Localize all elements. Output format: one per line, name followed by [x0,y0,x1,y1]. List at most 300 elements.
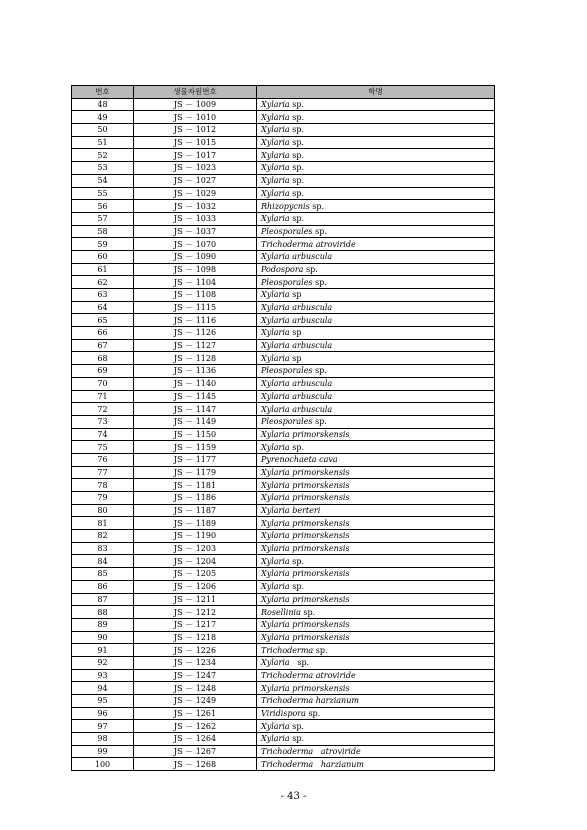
row-number: 96 [72,707,134,720]
table-row [72,517,495,530]
scientific-name [257,250,495,263]
genus-name: Xylaria [261,506,290,516]
genus-name: Xylaria [261,150,290,160]
table-row [72,327,495,340]
row-number: 57 [72,212,134,225]
species-abbrev: sp. [300,607,316,617]
row-number: 64 [72,301,134,314]
table-row [72,656,495,669]
scientific-name [257,98,495,111]
scientific-name [257,174,495,187]
genus-name: Xylaria [261,518,290,528]
species-abbrev: sp. [289,150,305,160]
scientific-name [257,720,495,733]
scientific-name [257,695,495,708]
table-row [72,733,495,746]
scientific-name [257,593,495,606]
scientific-name [257,733,495,746]
row-number: 100 [72,758,134,771]
scientific-name [257,415,495,428]
species-epithet: primorskensis [289,544,350,554]
genus-name: Rosellinia [261,607,301,617]
species-abbrev: sp. [289,442,305,452]
scientific-name [257,656,495,669]
bioresource-code: JS － 1116 [134,314,257,327]
genus-name: Xylaria [261,391,290,401]
genus-name: Xylaria [261,404,290,414]
bioresource-code: JS － 1033 [134,212,257,225]
table-row [72,149,495,162]
bioresource-code: JS － 1177 [134,453,257,466]
species-abbrev: sp. [289,556,305,566]
bioresource-code: JS － 1015 [134,136,257,149]
row-number: 52 [72,149,134,162]
row-number: 89 [72,618,134,631]
table-body [72,98,495,770]
bioresource-code: JS － 1212 [134,606,257,619]
genus-name: Xylaria [261,379,290,389]
genus-name: Xylaria [261,683,290,693]
scientific-name [257,403,495,416]
table-row [72,238,495,251]
species-epithet: primorskensis [289,493,350,503]
row-number: 91 [72,644,134,657]
bioresource-code: JS － 1226 [134,644,257,657]
table-row [72,555,495,568]
scientific-name [257,327,495,340]
species-epithet: arbuscula [289,303,333,313]
scientific-name [257,631,495,644]
bioresource-code: JS － 1186 [134,492,257,505]
row-number: 72 [72,403,134,416]
row-number: 59 [72,238,134,251]
species-epithet: atroviride [313,747,361,757]
genus-name: Xylaria [261,341,290,351]
table-row [72,377,495,390]
genus-name: Xylaria [261,163,290,173]
table-row [72,250,495,263]
species-epithet: harzianum [313,696,359,706]
species-abbrev: sp. [289,163,305,173]
header-row [72,86,495,99]
row-number: 60 [72,250,134,263]
scientific-name [257,758,495,771]
row-number: 99 [72,745,134,758]
bioresource-code: JS － 1187 [134,504,257,517]
species-epithet: harzianum [313,759,365,769]
genus-name: Xylaria [261,214,290,224]
scientific-name [257,111,495,124]
row-number: 71 [72,390,134,403]
scientific-name [257,682,495,695]
species-abbrev: sp. [312,366,327,376]
species-abbrev: sp. [303,264,318,274]
bioresource-code: JS － 1211 [134,593,257,606]
scientific-name [257,568,495,581]
specimen-table [71,85,495,771]
row-number: 82 [72,530,134,543]
species-epithet: primorskensis [289,594,350,604]
species-epithet: primorskensis [289,531,350,541]
table-header [72,86,495,99]
genus-name: Xylaria [261,353,290,363]
bioresource-code: JS － 1108 [134,289,257,302]
table-row [72,441,495,454]
table-row [72,403,495,416]
table-row [72,162,495,175]
row-number: 75 [72,441,134,454]
table-row [72,504,495,517]
genus-name: Trichoderma [261,747,314,757]
table-row [72,314,495,327]
genus-name: Xylaria [261,480,290,490]
genus-name: Pleosporales [261,417,313,427]
bioresource-code: JS － 1267 [134,745,257,758]
species-abbrev: sp. [289,125,305,135]
genus-name: Xylaria [261,290,290,300]
page-number: - 43 - [280,791,307,802]
table-row [72,365,495,378]
bioresource-code: JS － 1190 [134,530,257,543]
species-epithet: arbuscula [289,379,333,389]
table-row [72,415,495,428]
table-row [72,644,495,657]
table-row [72,720,495,733]
species-epithet: primorskensis [289,569,350,579]
row-number: 79 [72,492,134,505]
species-abbrev: sp. [289,100,305,110]
bioresource-code: JS － 1147 [134,403,257,416]
bioresource-code: JS － 1023 [134,162,257,175]
row-number: 65 [72,314,134,327]
row-number: 86 [72,580,134,593]
genus-name: Xylaria [261,429,290,439]
scientific-name [257,542,495,555]
species-epithet: berteri [289,506,321,516]
bioresource-code: JS － 1126 [134,327,257,340]
scientific-name [257,618,495,631]
row-number: 56 [72,200,134,213]
genus-name: Xylaria [261,112,290,122]
bioresource-code: JS － 1115 [134,301,257,314]
species-abbrev: sp [289,290,302,300]
species-epithet: primorskensis [289,632,350,642]
row-number: 58 [72,225,134,238]
table-row [72,745,495,758]
genus-name: Xylaria [261,531,290,541]
species-abbrev: sp. [312,226,327,236]
table-row [72,479,495,492]
scientific-name [257,745,495,758]
table-row [72,289,495,302]
scientific-name [257,606,495,619]
table-row [72,453,495,466]
genus-name: Xylaria [261,493,290,503]
row-number: 61 [72,263,134,276]
species-abbrev: sp. [289,112,305,122]
species-abbrev: sp. [289,658,310,668]
table-row [72,111,495,124]
scientific-name [257,314,495,327]
genus-name: Xylaria [261,100,290,110]
header-scientific-name: 학명 [257,86,495,99]
scientific-name [257,555,495,568]
bioresource-code: JS － 1149 [134,415,257,428]
bioresource-code: JS － 1032 [134,200,257,213]
table-row [72,758,495,771]
genus-name: Pleosporales [261,277,313,287]
species-epithet: arbuscula [289,404,333,414]
species-abbrev: sp. [289,582,305,592]
genus-name: Podospora [261,264,304,274]
row-number: 78 [72,479,134,492]
genus-name: Xylaria [261,125,290,135]
row-number: 84 [72,555,134,568]
species-abbrev: sp. [313,645,328,655]
bioresource-code: JS － 1189 [134,517,257,530]
bioresource-code: JS － 1206 [134,580,257,593]
row-number: 68 [72,352,134,365]
scientific-name [257,453,495,466]
table-row [72,200,495,213]
species-abbrev: sp. [312,417,327,427]
scientific-name [257,365,495,378]
species-epithet: primorskensis [289,620,350,630]
species-abbrev: sp. [289,138,305,148]
species-epithet: arbuscula [289,252,333,262]
row-number: 85 [72,568,134,581]
row-number: 93 [72,669,134,682]
bioresource-code: JS － 1262 [134,720,257,733]
bioresource-code: JS － 1248 [134,682,257,695]
species-abbrev: sp. [312,277,327,287]
genus-name: Trichoderma [261,239,314,249]
genus-name: Xylaria [261,632,290,642]
bioresource-code: JS － 1179 [134,466,257,479]
row-number: 70 [72,377,134,390]
species-epithet: primorskensis [289,467,350,477]
row-number: 62 [72,276,134,289]
bioresource-code: JS － 1009 [134,98,257,111]
bioresource-code: JS － 1145 [134,390,257,403]
row-number: 51 [72,136,134,149]
row-number: 63 [72,289,134,302]
genus-name: Xylaria [261,252,290,262]
row-number: 83 [72,542,134,555]
scientific-name [257,479,495,492]
genus-name: Pyrenochaeta [261,455,317,465]
row-number: 98 [72,733,134,746]
bioresource-code: JS － 1247 [134,669,257,682]
genus-name: Xylaria [261,328,290,338]
genus-name: Pleosporales [261,366,313,376]
bioresource-code: JS － 1249 [134,695,257,708]
species-abbrev: sp. [289,721,305,731]
row-number: 95 [72,695,134,708]
row-number: 94 [72,682,134,695]
genus-name: Xylaria [261,138,290,148]
scientific-name [257,238,495,251]
scientific-name [257,263,495,276]
scientific-name [257,289,495,302]
table-row [72,301,495,314]
table-row [72,225,495,238]
row-number: 77 [72,466,134,479]
genus-name: Xylaria [261,594,290,604]
genus-name: Xylaria [261,556,290,566]
row-number: 54 [72,174,134,187]
row-number: 69 [72,365,134,378]
species-epithet: primorskensis [289,683,350,693]
species-abbrev: sp. [305,709,321,719]
genus-name: Xylaria [261,620,290,630]
scientific-name [257,377,495,390]
genus-name: Pleosporales [261,226,313,236]
row-number: 88 [72,606,134,619]
genus-name: Viridispora [261,709,306,719]
scientific-name [257,644,495,657]
row-number: 92 [72,656,134,669]
row-number: 66 [72,327,134,340]
row-number: 55 [72,187,134,200]
table-row [72,390,495,403]
species-epithet: primorskensis [289,429,350,439]
genus-name: Xylaria [261,734,290,744]
species-abbrev: sp. [309,201,325,211]
scientific-name [257,124,495,137]
table-row [72,707,495,720]
genus-name: Xylaria [261,721,290,731]
scientific-name [257,200,495,213]
table-row [72,695,495,708]
bioresource-code: JS － 1037 [134,225,257,238]
bioresource-code: JS － 1203 [134,542,257,555]
row-number: 53 [72,162,134,175]
bioresource-code: JS － 1027 [134,174,257,187]
row-number: 81 [72,517,134,530]
bioresource-code: JS － 1140 [134,377,257,390]
bioresource-code: JS － 1017 [134,149,257,162]
genus-name: Xylaria [261,442,290,452]
species-epithet: primorskensis [289,518,350,528]
species-abbrev: sp. [289,188,305,198]
scientific-name [257,136,495,149]
table-row [72,593,495,606]
table-row [72,492,495,505]
bioresource-code: JS － 1181 [134,479,257,492]
bioresource-code: JS － 1204 [134,555,257,568]
species-abbrev: sp [289,328,302,338]
bioresource-code: JS － 1098 [134,263,257,276]
bioresource-code: JS － 1070 [134,238,257,251]
table-row [72,124,495,137]
bioresource-code: JS － 1127 [134,339,257,352]
table-row [72,136,495,149]
row-number: 80 [72,504,134,517]
scientific-name [257,492,495,505]
genus-name: Trichoderma [261,670,314,680]
species-epithet: arbuscula [289,341,333,351]
scientific-name [257,339,495,352]
scientific-name [257,530,495,543]
species-epithet: cava [316,455,338,465]
bioresource-code: JS － 1104 [134,276,257,289]
table-row [72,542,495,555]
scientific-name [257,707,495,720]
row-number: 76 [72,453,134,466]
row-number: 48 [72,98,134,111]
genus-name: Trichoderma [261,696,314,706]
bioresource-code: JS － 1159 [134,441,257,454]
table-row [72,276,495,289]
genus-name: Xylaria [261,569,290,579]
table-row [72,174,495,187]
bioresource-code: JS － 1217 [134,618,257,631]
table-row [72,98,495,111]
genus-name: Xylaria [261,303,290,313]
genus-name: Xylaria [261,582,290,592]
scientific-name [257,441,495,454]
genus-name: Trichoderma [261,645,314,655]
genus-name: Trichoderma [261,759,314,769]
genus-name: Xylaria [261,315,290,325]
species-epithet: arbuscula [289,315,333,325]
bioresource-code: JS － 1234 [134,656,257,669]
bioresource-code: JS － 1205 [134,568,257,581]
table-row [72,352,495,365]
scientific-name [257,504,495,517]
bioresource-code: JS － 1128 [134,352,257,365]
table-row [72,263,495,276]
bioresource-code: JS － 1218 [134,631,257,644]
scientific-name [257,301,495,314]
scientific-name [257,580,495,593]
table-row [72,187,495,200]
bioresource-code: JS － 1012 [134,124,257,137]
species-abbrev: sp. [289,734,305,744]
genus-name: Xylaria [261,467,290,477]
table-row [72,669,495,682]
scientific-name [257,352,495,365]
genus-name: Xylaria [261,176,290,186]
species-abbrev: sp. [289,176,305,186]
table-row [72,682,495,695]
header-bioresource-number: 생물자원번호 [134,86,257,99]
row-number: 74 [72,428,134,441]
row-number: 67 [72,339,134,352]
row-number: 90 [72,631,134,644]
bioresource-code: JS － 1261 [134,707,257,720]
genus-name: Rhizopycnis [261,201,310,211]
species-epithet: atroviride [313,670,356,680]
scientific-name [257,390,495,403]
table-row [72,212,495,225]
table-row [72,568,495,581]
bioresource-code: JS － 1264 [134,733,257,746]
row-number: 50 [72,124,134,137]
scientific-name [257,466,495,479]
scientific-name [257,225,495,238]
table-row [72,618,495,631]
scientific-name [257,162,495,175]
scientific-name [257,276,495,289]
bioresource-code: JS － 1150 [134,428,257,441]
species-epithet: arbuscula [289,391,333,401]
scientific-name [257,428,495,441]
scientific-name [257,517,495,530]
genus-name: Xylaria [261,544,290,554]
row-number: 87 [72,593,134,606]
